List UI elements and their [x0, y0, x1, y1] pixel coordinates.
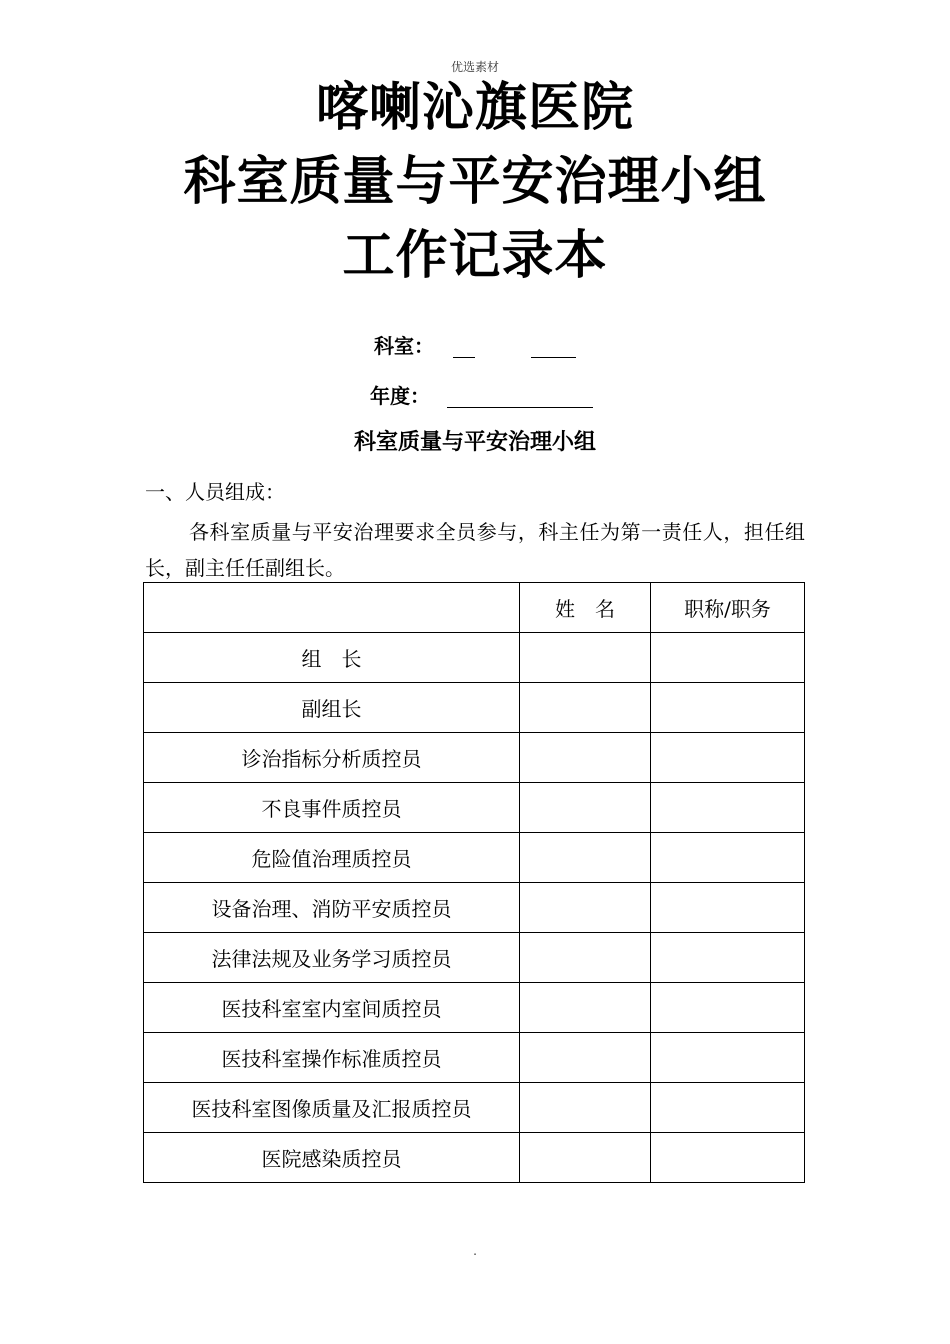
- table-row: [144, 733, 805, 783]
- role-cell: 诊治指标分析质控员: [144, 733, 520, 783]
- role-cell: 设备治理、消防平安质控员: [144, 883, 520, 933]
- name-cell: [520, 1133, 651, 1183]
- name-cell: [520, 833, 651, 883]
- title-cell: [651, 1083, 805, 1133]
- title-cell: [651, 983, 805, 1033]
- title-cell: [651, 1033, 805, 1083]
- title-cell: [651, 783, 805, 833]
- table-row: [144, 833, 805, 883]
- table-row: [144, 783, 805, 833]
- title-hospital-name: 喀喇沁旗医院: [315, 78, 634, 138]
- role-cell: 医院感染质控员: [144, 1133, 520, 1183]
- title-cell: [651, 883, 805, 933]
- section-paragraph: 各科室质量与平安治理要求全员参与，科主任为第一责任人，担任组长，副主任任副组长。: [145, 520, 805, 580]
- members-table: [143, 582, 805, 1183]
- role-cell: 法律法规及业务学习质控员: [144, 933, 520, 983]
- section-subheading: 科室质量与平安治理小组: [353, 430, 596, 455]
- table-row: [144, 633, 805, 683]
- page-footer-mark: .: [473, 1244, 477, 1258]
- year-blank-line: [447, 387, 593, 408]
- role-cell: 危险值治理质控员: [144, 833, 520, 883]
- table-row: [144, 883, 805, 933]
- table-row: [144, 1083, 805, 1133]
- role-cell: 不良事件质控员: [144, 783, 520, 833]
- name-cell: [520, 1083, 651, 1133]
- title-cell: [651, 683, 805, 733]
- table-row: [144, 683, 805, 733]
- title-record-book: 工作记录本: [342, 226, 608, 286]
- title-cell: [651, 933, 805, 983]
- header-name: 姓 名: [520, 583, 651, 633]
- title-cell: [651, 833, 805, 883]
- name-cell: [520, 883, 651, 933]
- title-cell: [651, 633, 805, 683]
- table-row: [144, 933, 805, 983]
- name-cell: [520, 783, 651, 833]
- department-label: 科室：: [374, 334, 434, 358]
- department-blank-line: [531, 337, 576, 358]
- name-cell: [520, 633, 651, 683]
- role-cell: 组 长: [144, 633, 520, 683]
- watermark: 优选素材: [450, 60, 499, 74]
- name-cell: [520, 733, 651, 783]
- table-row: [144, 983, 805, 1033]
- role-cell: 医技科室图像质量及汇报质控员: [144, 1083, 520, 1133]
- title-cell: [651, 733, 805, 783]
- title-cell: [651, 1133, 805, 1183]
- table-row: [144, 1033, 805, 1083]
- table-row: [144, 1133, 805, 1183]
- department-blank-line: [453, 337, 475, 358]
- header-title: 职称/职务: [651, 583, 805, 633]
- section-heading-members: 一、人员组成：: [145, 480, 285, 504]
- role-cell: 医技科室操作标准质控员: [144, 1033, 520, 1083]
- name-cell: [520, 683, 651, 733]
- role-cell: 副组长: [144, 683, 520, 733]
- name-cell: [520, 983, 651, 1033]
- name-cell: [520, 1033, 651, 1083]
- table-header-row: [144, 583, 805, 633]
- name-cell: [520, 933, 651, 983]
- title-group-name: 科室质量与平安治理小组: [183, 152, 767, 212]
- year-label: 年度：: [370, 384, 430, 408]
- role-cell: 医技科室室内室间质控员: [144, 983, 520, 1033]
- header-role: [144, 583, 520, 633]
